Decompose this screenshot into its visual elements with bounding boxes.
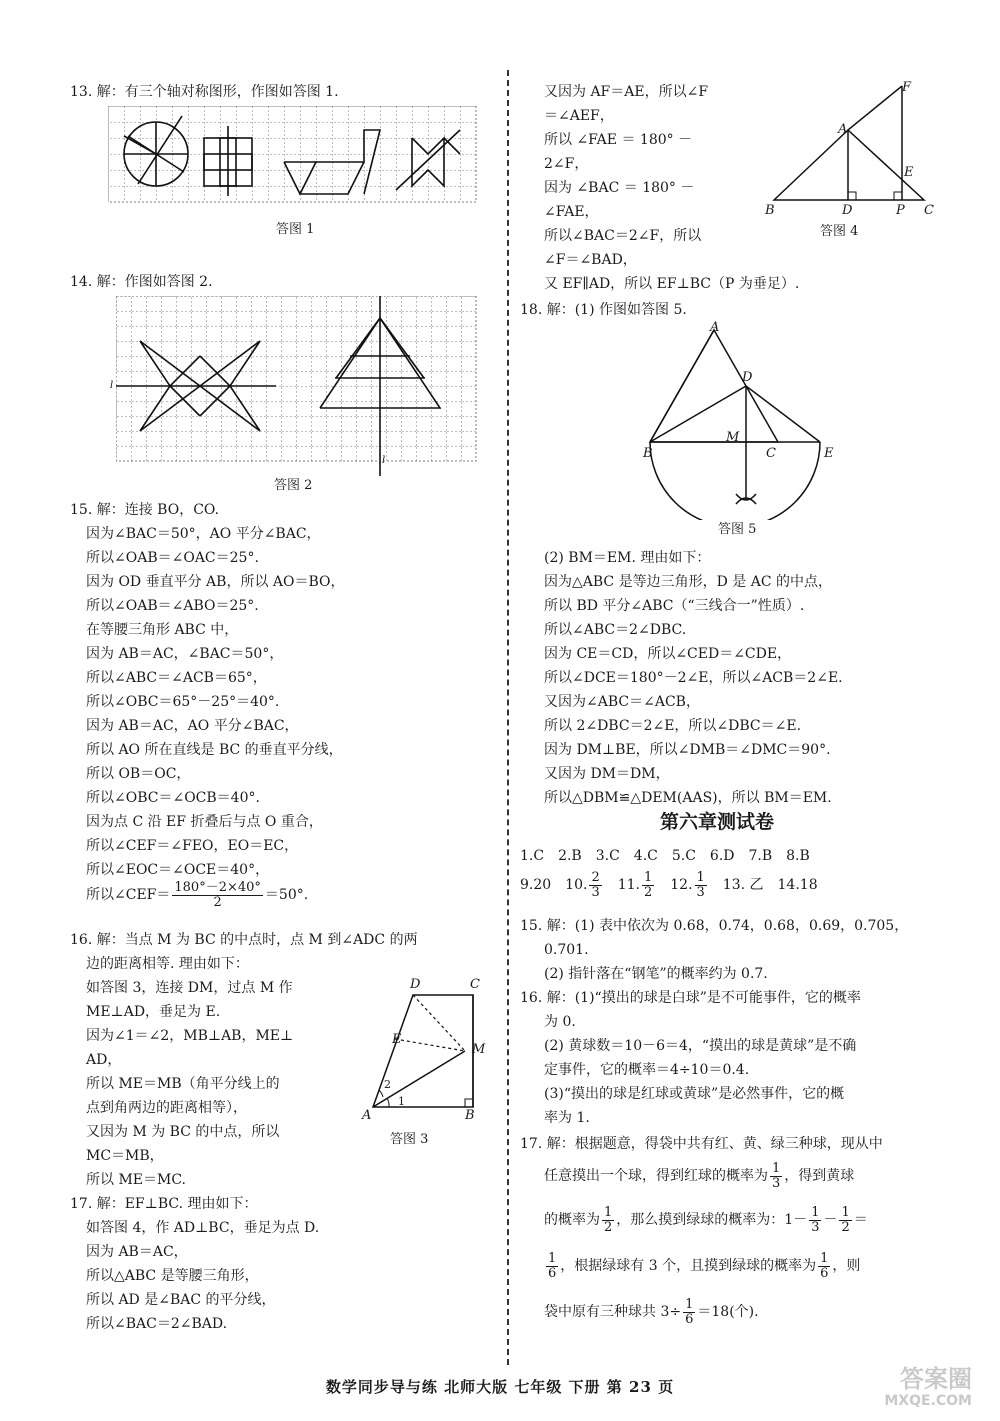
ch6-q17-line bbox=[544, 1296, 759, 1328]
fraction bbox=[683, 1298, 695, 1327]
q18-line: 因为 DM⊥BE，所以∠DMB＝∠DMC＝90°. bbox=[544, 742, 831, 758]
q18-line: 所以 2∠DBC＝2∠E，所以∠DBC＝∠E. bbox=[544, 718, 802, 734]
q16-line: 如答图 3，连接 DM，过点 M 作 bbox=[86, 980, 293, 996]
q15-line: 15. 解：连接 BO，CO. bbox=[70, 502, 220, 518]
q16-line: ME⊥AD，垂足为 E. bbox=[86, 1004, 221, 1020]
fraction bbox=[818, 1252, 830, 1281]
fraction bbox=[839, 1206, 851, 1235]
ch6-q15-line: 15. 解：(1) 表中依次为 0.68，0.74，0.68，0.69，0.705， bbox=[520, 918, 909, 934]
fraction-num: 1 bbox=[772, 1160, 781, 1176]
figure-2-axis-label-bottom: l bbox=[382, 455, 386, 466]
q18-line: 又因为∠ABC＝∠ACB， bbox=[544, 694, 700, 710]
q17-cont-line: 2∠F， bbox=[544, 156, 589, 172]
q17-line: 所以 AD 是∠BAC 的平分线， bbox=[86, 1292, 276, 1308]
page-footer: 数学同步导与练 北师大版 七年级 下册 第 23 页 bbox=[325, 1378, 675, 1396]
fig3-label-E: E bbox=[392, 1032, 402, 1047]
text-part: ，那么摸到绿球的概率为：1－ bbox=[616, 1212, 808, 1228]
fraction-num: 1 bbox=[685, 1296, 694, 1312]
watermark-line: MXQE.COM bbox=[884, 1393, 972, 1409]
ch6-answers-1: 1.C 2.B 3.C 4.C 5.C 6.D 7.B 8.B bbox=[520, 848, 810, 864]
fig3-label-2: 2 bbox=[384, 1078, 391, 1091]
q15-last-pre: 所以∠CEF＝ bbox=[86, 887, 171, 903]
fraction bbox=[546, 1252, 558, 1281]
ans2-part: 11. bbox=[603, 877, 640, 893]
fraction-den: 3 bbox=[591, 884, 600, 900]
text-part: － bbox=[823, 1212, 838, 1228]
fraction-num: 1 bbox=[548, 1250, 557, 1266]
q17-cont-line: ＝∠AEF， bbox=[544, 108, 614, 124]
q16-line: AD， bbox=[86, 1052, 122, 1068]
fig5-label-D: D bbox=[742, 370, 753, 385]
figure-5-caption: 答图 5 bbox=[718, 522, 757, 537]
ch6-q16-line: 定事件，它的概率＝4÷10＝0.4. bbox=[544, 1062, 750, 1078]
q15-fraction-num: 180°－2×40° bbox=[174, 879, 261, 895]
q16-line: 因为∠1＝∠2，MB⊥AB，ME⊥ bbox=[86, 1028, 294, 1044]
q17-cont-line: 又因为 AF＝AE，所以∠F bbox=[544, 84, 709, 100]
fraction-num: 1 bbox=[604, 1204, 613, 1220]
q17-line: 因为 AB＝AC， bbox=[86, 1244, 188, 1260]
q15-line: 所以∠EOC＝∠OCE＝40°， bbox=[86, 862, 270, 878]
q17-line: 如答图 4，作 AD⊥BC，垂足为点 D. bbox=[86, 1220, 320, 1236]
ch6-q15-line: (2) 指针落在“钢笔”的概率约为 0.7. bbox=[544, 966, 768, 982]
q18-text: 18. 解：(1) 作图如答图 5. bbox=[520, 302, 687, 318]
figure-2-caption: 答图 2 bbox=[274, 478, 313, 493]
text-part: ，则 bbox=[832, 1258, 861, 1274]
fig5-label-C: C bbox=[766, 446, 776, 461]
q18-line: (2) BM＝EM. 理由如下： bbox=[544, 550, 711, 566]
q17-line: 17. 解：EF⊥BC. 理由如下： bbox=[70, 1196, 258, 1212]
q15-fraction bbox=[172, 881, 263, 910]
q17-cont-line: 又 EF∥AD，所以 EF⊥BC（P 为垂足）. bbox=[544, 276, 800, 292]
text-part: ＝18(个). bbox=[697, 1304, 759, 1320]
figure-3-caption: 答图 3 bbox=[390, 1132, 429, 1147]
q16-line: 又因为 M 为 BC 的中点，所以 bbox=[86, 1124, 280, 1140]
text-part: ，根据绿球有 3 个，且摸到绿球的概率为 bbox=[560, 1258, 817, 1274]
q14-text: 14. 解：作图如答图 2. bbox=[70, 274, 213, 290]
fraction-num: 1 bbox=[811, 1204, 820, 1220]
q15-line: 所以∠OAB＝∠OAC＝25°. bbox=[86, 550, 259, 566]
fraction bbox=[770, 1162, 782, 1191]
q17-line: 所以∠BAC＝2∠BAD. bbox=[86, 1316, 228, 1332]
q17-cont-line: ∠FAE， bbox=[544, 204, 599, 220]
ans2-part: 9.20 10. bbox=[520, 877, 588, 893]
figure-5-triangle bbox=[640, 320, 850, 520]
q15-line: 因为 OD 垂直平分 AB，所以 AO＝BO， bbox=[86, 574, 345, 590]
fraction-num: 1 bbox=[820, 1250, 829, 1266]
ch6-q17-line: 17. 解：根据题意，得袋中共有红、黄、绿三种球，现从中 bbox=[520, 1136, 883, 1152]
q15-line: 所以 OB＝OC， bbox=[86, 766, 191, 782]
fraction-num: 2 bbox=[591, 869, 600, 885]
q17-cont-line: 所以 ∠FAE ＝ 180° － bbox=[544, 132, 693, 148]
q15-last-post: ＝50°. bbox=[264, 887, 309, 903]
fig4-label-P: P bbox=[896, 203, 905, 218]
q18-line: 所以∠ABC＝2∠DBC. bbox=[544, 622, 687, 638]
q16-line: 边的距离相等. 理由如下： bbox=[86, 956, 249, 972]
q16-line: 16. 解：当点 M 为 BC 的中点时，点 M 到∠ADC 的两 bbox=[70, 932, 418, 948]
q15-line: 所以∠ABC＝∠ACB＝65°， bbox=[86, 670, 267, 686]
q18-line: 又因为 DM＝DM， bbox=[544, 766, 670, 782]
ch6-q16-line: (2) 黄球数＝10－6＝4，“摸出的球是黄球”是不确 bbox=[544, 1038, 857, 1054]
q18-line: 所以 BD 平分∠ABC（“三线合一”性质）. bbox=[544, 598, 805, 614]
fraction-den: 6 bbox=[548, 1265, 557, 1281]
ch6-q16-line: 16. 解：(1)“摸出的球是白球”是不可能事件，它的概率 bbox=[520, 990, 861, 1006]
q16-line: 所以 ME＝MB（角平分线上的 bbox=[86, 1076, 280, 1092]
fraction-num: 1 bbox=[841, 1204, 850, 1220]
figure-4-triangle bbox=[770, 80, 940, 210]
fig4-label-A: A bbox=[838, 122, 848, 137]
q15-line: 所以∠OBC＝∠OCB＝40°. bbox=[86, 790, 260, 806]
text-part: ，得到黄球 bbox=[784, 1168, 855, 1184]
q15-fraction-den: 2 bbox=[213, 894, 222, 910]
fraction-den: 3 bbox=[811, 1219, 820, 1235]
q16-line: 所以 ME＝MC. bbox=[86, 1172, 187, 1188]
ch6-q17-line bbox=[544, 1204, 868, 1236]
fig4-label-D: D bbox=[842, 203, 853, 218]
watermark-line: 答案圈 bbox=[900, 1365, 972, 1393]
text-part: 袋中原有三种球共 3÷ bbox=[544, 1304, 682, 1320]
fraction-den: 2 bbox=[841, 1219, 850, 1235]
q15-line: 因为点 C 沿 EF 折叠后与点 O 重合， bbox=[86, 814, 323, 830]
watermark-logo bbox=[884, 1365, 972, 1412]
q18-line: 所以∠DCE＝180°－2∠E，所以∠ACB＝2∠E. bbox=[544, 670, 843, 686]
fraction-num: 1 bbox=[696, 869, 705, 885]
q17-cont-line: 所以∠BAC＝2∠F，所以 bbox=[544, 228, 702, 244]
fig4-label-B: B bbox=[765, 203, 775, 218]
q15-line: 所以∠OBC＝65°－25°＝40°. bbox=[86, 694, 280, 710]
fig5-label-M: M bbox=[726, 430, 740, 445]
q16-line: MC＝MB， bbox=[86, 1148, 164, 1164]
fraction-num: 1 bbox=[643, 869, 653, 885]
q18-line: 所以△DBM≌△DEM(AAS)，所以 BM＝EM. bbox=[544, 790, 832, 806]
fig3-label-C: C bbox=[470, 977, 480, 992]
fraction-den: 2 bbox=[643, 884, 653, 900]
fraction-den: 6 bbox=[685, 1311, 694, 1327]
fraction bbox=[809, 1206, 821, 1235]
figure-2-axis-label-left: l bbox=[110, 380, 114, 391]
chapter-6-title: 第六章测试卷 bbox=[660, 811, 775, 833]
q18-line: 因为 CE＝CD，所以∠CED＝∠CDE， bbox=[544, 646, 792, 662]
figure-2-grid bbox=[116, 296, 496, 478]
fig3-label-M: M bbox=[472, 1042, 486, 1057]
fig5-label-E: E bbox=[824, 446, 834, 461]
text-part: ＝ bbox=[853, 1212, 868, 1228]
q13-text: 13. 解：有三个轴对称图形，作图如答图 1. bbox=[70, 84, 339, 100]
q18-line: 因为△ABC 是等边三角形，D 是 AC 的中点， bbox=[544, 574, 832, 590]
fig5-label-A: A bbox=[710, 320, 720, 335]
figure-4-caption: 答图 4 bbox=[820, 224, 859, 239]
q15-line: 因为 AB＝AC，∠BAC＝50°， bbox=[86, 646, 284, 662]
fraction bbox=[602, 1206, 614, 1235]
fig3-label-B: B bbox=[465, 1108, 475, 1123]
ch6-q17-line bbox=[544, 1160, 854, 1192]
q15-line: 所以 AO 所在直线是 BC 的垂直平分线， bbox=[86, 742, 343, 758]
figure-1-grid bbox=[108, 106, 483, 206]
q17-cont-line: ∠F＝∠BAD， bbox=[544, 252, 637, 268]
q16-line: 点到角两边的距离相等）， bbox=[86, 1100, 247, 1116]
q17-line: 所以△ABC 是等腰三角形， bbox=[86, 1268, 259, 1284]
ch6-q16-line: 率为 1. bbox=[544, 1110, 590, 1126]
q15-line: 所以∠OAB＝∠ABO＝25°. bbox=[86, 598, 259, 614]
q15-line: 因为∠BAC＝50°，AO 平分∠BAC， bbox=[86, 526, 321, 542]
ch6-answers-2 bbox=[520, 868, 818, 902]
fig3-label-A: A bbox=[362, 1108, 372, 1123]
text-part: 任意摸出一个球，得到红球的概率为 bbox=[544, 1168, 768, 1184]
fig3-label-1: 1 bbox=[398, 1095, 405, 1108]
fraction bbox=[695, 871, 707, 900]
q15-line: 因为 AB＝AC，AO 平分∠BAC， bbox=[86, 718, 299, 734]
fraction-den: 3 bbox=[772, 1175, 781, 1191]
fraction-den: 3 bbox=[696, 884, 705, 900]
fraction bbox=[642, 871, 654, 900]
q15-line: 所以∠CEF＝∠FEO，EO＝EC， bbox=[86, 838, 299, 854]
fig3-label-D: D bbox=[410, 977, 421, 992]
ch6-q16-line: 为 0. bbox=[544, 1014, 576, 1030]
fraction bbox=[589, 871, 601, 900]
fig4-label-F: F bbox=[902, 80, 912, 95]
ch6-q17-line bbox=[544, 1250, 860, 1282]
ch6-q15-line: 0.701. bbox=[544, 942, 589, 958]
fraction-den: 6 bbox=[820, 1265, 829, 1281]
fig5-label-B: B bbox=[643, 446, 653, 461]
fig4-label-C: C bbox=[924, 203, 934, 218]
q15-last-line bbox=[86, 880, 308, 910]
text-part: 的概率为 bbox=[544, 1212, 600, 1228]
figure-1-caption: 答图 1 bbox=[276, 222, 315, 237]
fraction-den: 2 bbox=[604, 1219, 613, 1235]
ans2-part: 12. bbox=[656, 877, 693, 893]
ans2-part: 13. 乙 14.18 bbox=[708, 877, 818, 893]
column-divider bbox=[507, 70, 509, 1365]
fig4-label-E: E bbox=[904, 165, 914, 180]
q15-line: 在等腰三角形 ABC 中， bbox=[86, 622, 239, 638]
q17-cont-line: 因为 ∠BAC ＝ 180° － bbox=[544, 180, 695, 196]
ch6-q16-line: (3)“摸出的球是红球或黄球”是必然事件，它的概 bbox=[544, 1086, 845, 1102]
